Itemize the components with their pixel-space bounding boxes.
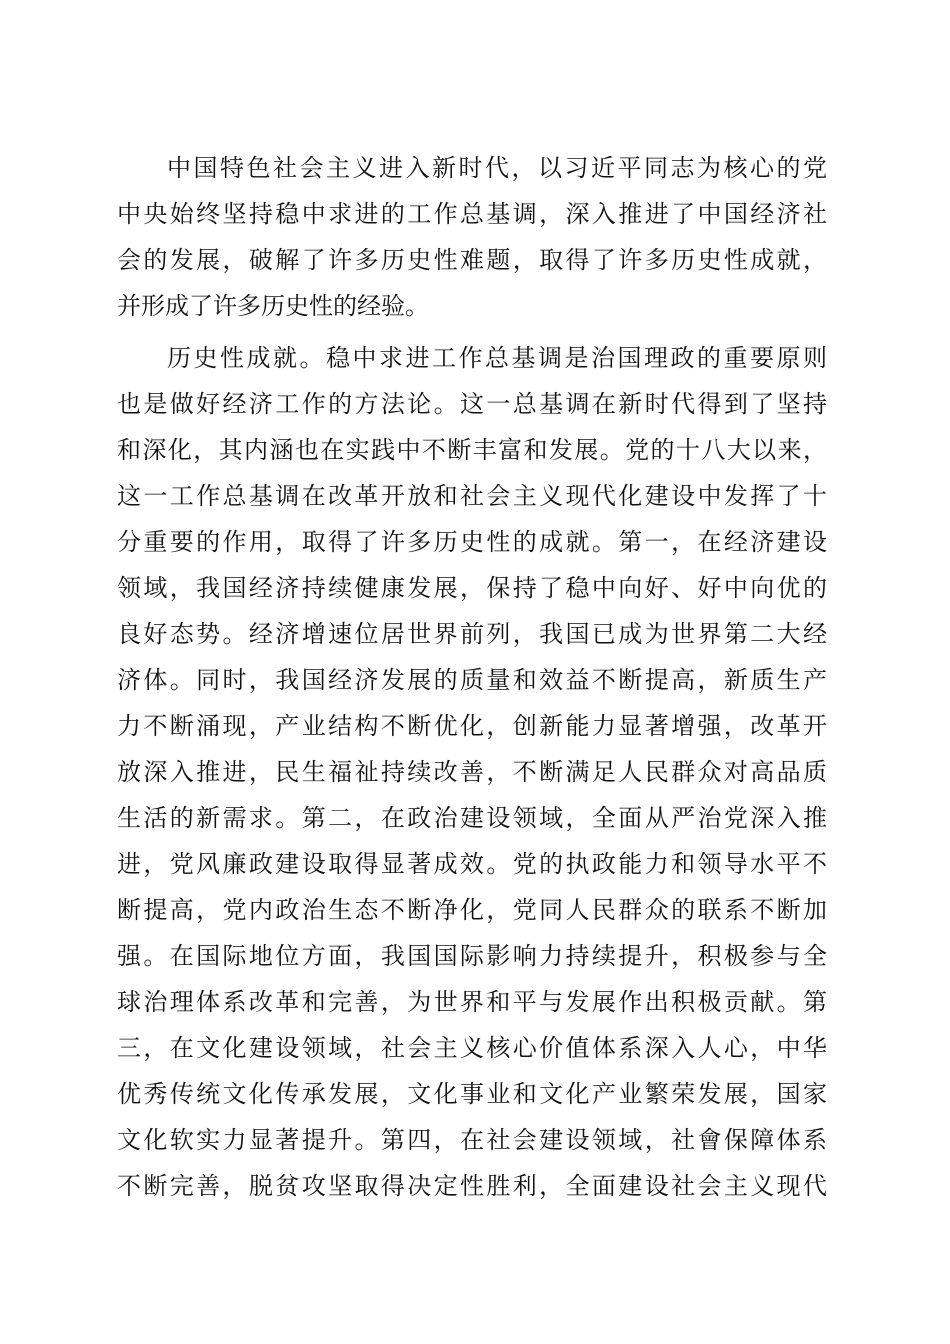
- paragraph-line: 也是做好经济工作的方法论。这一总基调在新时代得到了坚持: [117, 390, 827, 418]
- paragraph-line: 领域，我国经济持续健康发展，保持了稳中向好、好中向优的: [117, 574, 827, 602]
- paragraph-line: 力不断涌现，产业结构不断优化，创新能力显著增强，改革开: [117, 712, 827, 740]
- paragraph-line: 强。在国际地位方面，我国国际影响力持续提升，积极参与全: [117, 942, 827, 970]
- document-body: [117, 145, 827, 1209]
- paragraph-line: 历史性成就。稳中求进工作总基调是治国理政的重要原则: [167, 344, 827, 372]
- paragraph-line: 进，党风廉政建设取得显著成效。党的执政能力和领导水平不: [117, 850, 827, 878]
- paragraph-line: 生活的新需求。第二，在政治建设领域，全面从严治党深入推: [117, 804, 827, 832]
- paragraph-line: 文化软实力显著提升。第四，在社会建设领域，社會保障体系: [117, 1126, 827, 1154]
- paragraph-line: 优秀传统文化传承发展，文化事业和文化产业繁荣发展，国家: [117, 1080, 827, 1108]
- paragraph-line: 会的发展，破解了许多历史性难题，取得了许多历史性成就，: [117, 246, 827, 274]
- paragraph-line: 和深化，其内涵也在实践中不断丰富和发展。党的十八大以来，: [117, 436, 827, 464]
- paragraph-line: 济体。同时，我国经济发展的质量和效益不断提高，新质生产: [117, 666, 827, 694]
- paragraph-line: 三，在文化建设领域，社会主义核心价值体系深入人心，中华: [117, 1034, 827, 1062]
- paragraph-line: 放深入推进，民生福祉持续改善，不断满足人民群众对高品质: [117, 758, 827, 786]
- paragraph-line: 中国特色社会主义进入新时代，以习近平同志为核心的党: [167, 154, 827, 182]
- paragraph-line: 断提高，党内政治生态不断净化，党同人民群众的联系不断加: [117, 896, 827, 924]
- paragraph-line: 并形成了许多历史性的经验。: [117, 292, 429, 320]
- paragraph-2: [117, 335, 827, 1209]
- paragraph-line: 中央始终坚持稳中求进的工作总基调，深入推进了中国经济社: [117, 200, 827, 228]
- paragraph-line: 这一工作总基调在改革开放和社会主义现代化建设中发挥了十: [117, 482, 827, 510]
- paragraph-line: 不断完善，脱贫攻坚取得决定性胜利，全面建设社会主义现代: [117, 1172, 827, 1200]
- paragraph-line: 良好态势。经济增速位居世界前列，我国已成为世界第二大经: [117, 620, 827, 648]
- paragraph-1: [117, 145, 827, 329]
- paragraph-line: 球治理体系改革和完善，为世界和平与发展作出积极贡献。第: [117, 988, 827, 1016]
- paragraph-line: 分重要的作用，取得了许多历史性的成就。第一，在经济建设: [117, 528, 827, 556]
